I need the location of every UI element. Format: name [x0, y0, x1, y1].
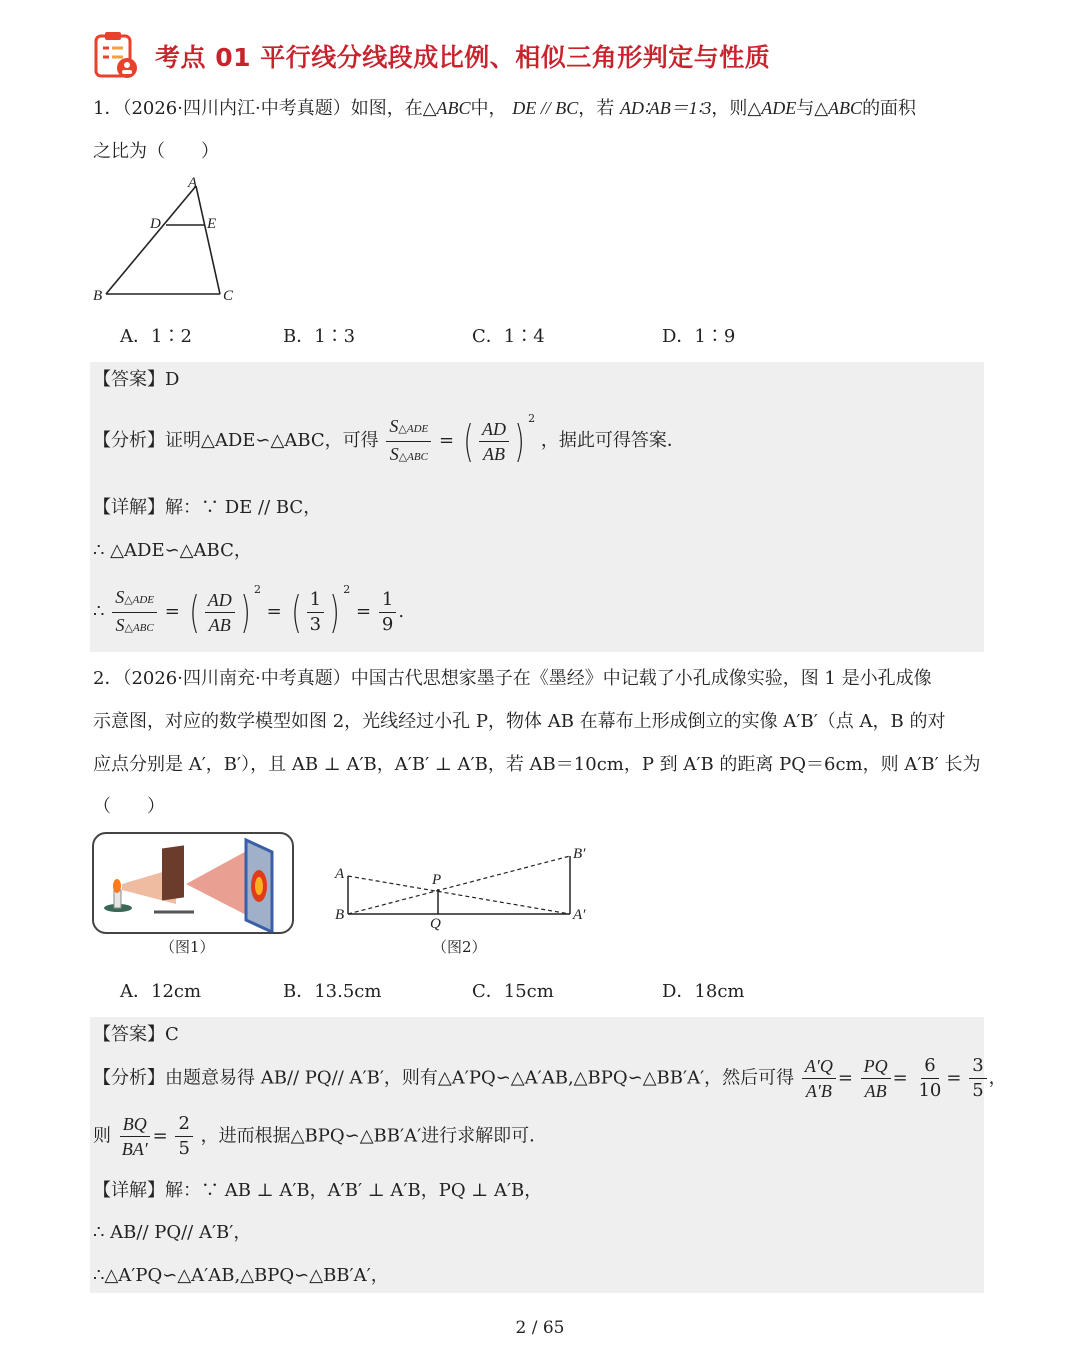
q1-detail-2: ∴ △ADE∽△ABC， — [93, 540, 252, 561]
label-a-prime: A′ — [573, 907, 586, 923]
page-title: 考点 01 平行线分线段成比例、相似三角形判定与性质 — [155, 43, 771, 72]
clipboard-icon — [93, 30, 139, 80]
q1-stem-line1: 1．（2026·四川内江·中考真题）如图，在△ABC中， DE // BC，若 AD∶AB＝1∶3，则△ADE与△ABC的面积 — [93, 98, 917, 119]
label-d: D — [150, 216, 161, 232]
q2-stem-line4: （ ） — [93, 796, 165, 817]
q2-figure1-caption: （图1） — [160, 938, 215, 956]
q1-option-c[interactable]: C．1∶4 — [472, 326, 545, 347]
label-b: B — [93, 288, 103, 304]
header-icon — [93, 30, 139, 80]
q2-figure2-caption: （图2） — [432, 938, 487, 956]
label-b-prime: B′ — [573, 846, 586, 862]
label-c: C — [223, 288, 234, 304]
q2-detail-2: ∴ AB// PQ// A′B′， — [93, 1222, 252, 1243]
q2-figure1 — [92, 832, 294, 934]
label-a: A — [335, 866, 345, 882]
q1-analysis: 【分析】证明△ADE∽△ABC，可得 $\frac{\text{S△ADE}}{\text{S△ABC}}$ = ( $\frac{AD}{AB}$ ) $^2$ ，据此可得答案． — [93, 412, 685, 467]
q2-figure2 — [330, 842, 590, 932]
q2-option-b[interactable]: B．13.5cm — [283, 981, 382, 1002]
q1-option-a[interactable]: A．1∶2 — [120, 326, 192, 347]
q2-option-a[interactable]: A．12cm — [120, 981, 202, 1002]
q2-stem-line2: 示意图，对应的数学模型如图 2，光线经过小孔 P，物体 AB 在幕布上形成倒立的实像 A′B′（点 A，B 的对 — [93, 711, 946, 732]
q2-detail-1: 【详解】解：∵ AB ⊥ A′B，A′B′ ⊥ A′B，PQ ⊥ A′B， — [93, 1180, 543, 1201]
q2-answer: 【答案】C — [93, 1024, 179, 1045]
label-b: B — [335, 907, 345, 923]
q2-option-d[interactable]: D．18cm — [662, 981, 745, 1002]
label-q: Q — [430, 916, 441, 932]
q2-stem-line1: 2．（2026·四川南充·中考真题）中国古代思想家墨子在《墨经》中记载了小孔成像实验，图 1 是小孔成像 — [93, 668, 932, 689]
q1-triangle-figure — [88, 170, 248, 310]
q2-stem-line3: 应点分别是 A′，B′），且 AB ⊥ A′B，A′B′ ⊥ A′B，若 AB＝10cm，P 到 A′B 的距离 PQ＝6cm，则 A′B′ 长为 — [93, 754, 981, 775]
q2-analysis: 【分析】由题意易得 AB// PQ// A′B′，则有△A′PQ∽△A′AB,△BPQ∽△BB′A′，然后可得 $\frac{A'Q}{A'B}$ = $\frac{PQ}{AB}$ = $\frac{6}{10}$ = $\frac{3}{5}$ ， — [93, 1055, 1007, 1101]
q1-detail-1: 【详解】解：∵ DE // BC， — [93, 497, 322, 518]
page-number: 2 / 65 — [515, 1318, 565, 1338]
label-e: E — [207, 216, 217, 232]
q1-stem-line2: 之比为（ ） — [93, 141, 219, 162]
q2-option-c[interactable]: C．15cm — [472, 981, 554, 1002]
q2-analysis-2: 则 $\frac{BQ}{BA'}$ = $\frac{2}{5}$ ，进而根据△BPQ∽△BB′A′进行求解即可． — [93, 1113, 548, 1159]
label-p: P — [432, 872, 442, 888]
q2-detail-3: ∴△A′PQ∽△A′AB,△BPQ∽△BB′A′， — [93, 1265, 389, 1286]
label-a: A — [188, 175, 198, 191]
q1-answer: 【答案】D — [93, 369, 180, 390]
q1-detail-3: ∴ $\frac{\text{S△ADE}}{\text{S△ABC}}$ = ( $\frac{AD}{AB}$ ) $^2$ = ( $\frac{1}{3}$ ) $^2$ = $\frac{1}{9}$ . — [93, 583, 405, 638]
pinhole-camera-illustration — [94, 834, 292, 932]
q1-option-d[interactable]: D．1∶9 — [662, 326, 736, 347]
q1-option-b[interactable]: B．1∶3 — [283, 326, 356, 347]
